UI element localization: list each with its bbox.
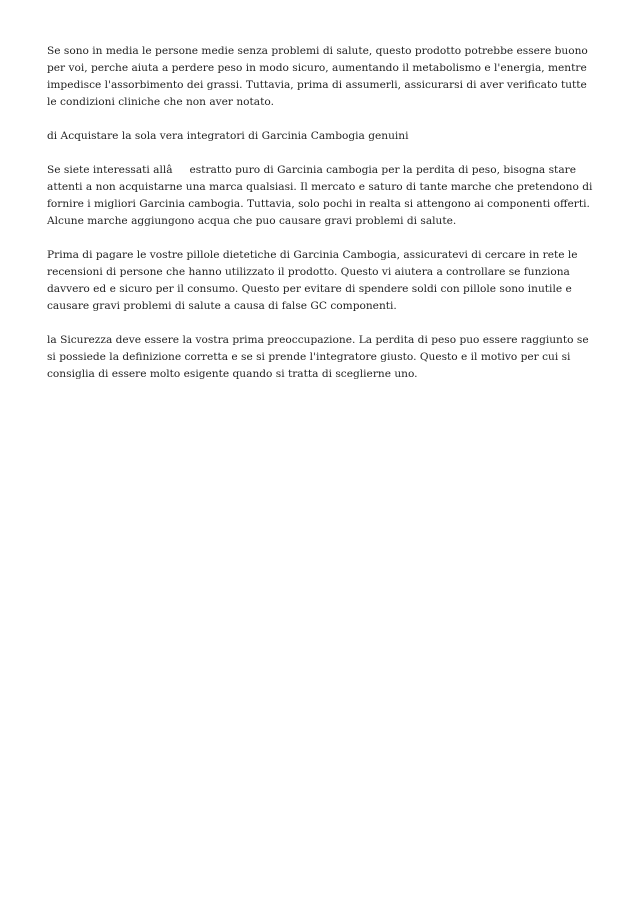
paragraph-safety: [47, 332, 607, 383]
text-line: causare gravi problemi di salute a causa di false GC componenti.: [47, 300, 397, 312]
text-line: Alcune marche aggiungono acqua che puo causare gravi problemi di salute.: [47, 215, 457, 227]
paragraph-interest: [47, 162, 607, 230]
paragraph-reviews: [47, 247, 607, 315]
paragraph-intro: [47, 43, 607, 111]
text-line: consiglia di essere molto esigente quando si tratta di sceglierne uno.: [47, 368, 418, 380]
text-line: Prima di pagare le vostre pillole dietetiche di Garcinia Cambogia, assicuratevi di cercare in rete le: [47, 249, 578, 261]
text-line: si possiede la definizione corretta e se si prende l'integratore giusto. Questo e il motivo per cui si: [47, 351, 571, 363]
text-line: le condizioni cliniche che non aver notato.: [47, 96, 274, 108]
text-line: recensioni di persone che hanno utilizzato il prodotto. Questo vi aiutera a controllare se funziona: [47, 266, 570, 278]
text-line: di Acquistare la sola vera integratori di Garcinia Cambogia genuini: [47, 130, 409, 142]
document-page: [47, 43, 607, 400]
text-line: la Sicurezza deve essere la vostra prima preoccupazione. La perdita di peso puo essere raggiunto se: [47, 334, 589, 346]
text-line: attenti a non acquistarne una marca qualsiasi. Il mercato e saturo di tante marche che pretendono di: [47, 181, 593, 193]
text-line: Se siete interessati allâestratto puro di Garcinia cambogia per la perdita di peso, bisogna stare: [47, 164, 576, 176]
text-line: impedisce l'assorbimento dei grassi. Tuttavia, prima di assumerli, assicurarsi di aver verificato tutte: [47, 79, 587, 91]
text-line: fornire i migliori Garcinia cambogia. Tuttavia, solo pochi in realta si attengono ai componenti offerti.: [47, 198, 590, 210]
text-line: Se sono in media le persone medie senza problemi di salute, questo prodotto potrebbe essere buono: [47, 45, 588, 57]
paragraph-heading: [47, 128, 607, 145]
text-line: davvero ed e sicuro per il consumo. Questo per evitare di spendere soldi con pillole sono inutile e: [47, 283, 572, 295]
text-line: per voi, perche aiuta a perdere peso in modo sicuro, aumentando il metabolismo e l'energia, mentre: [47, 62, 587, 74]
